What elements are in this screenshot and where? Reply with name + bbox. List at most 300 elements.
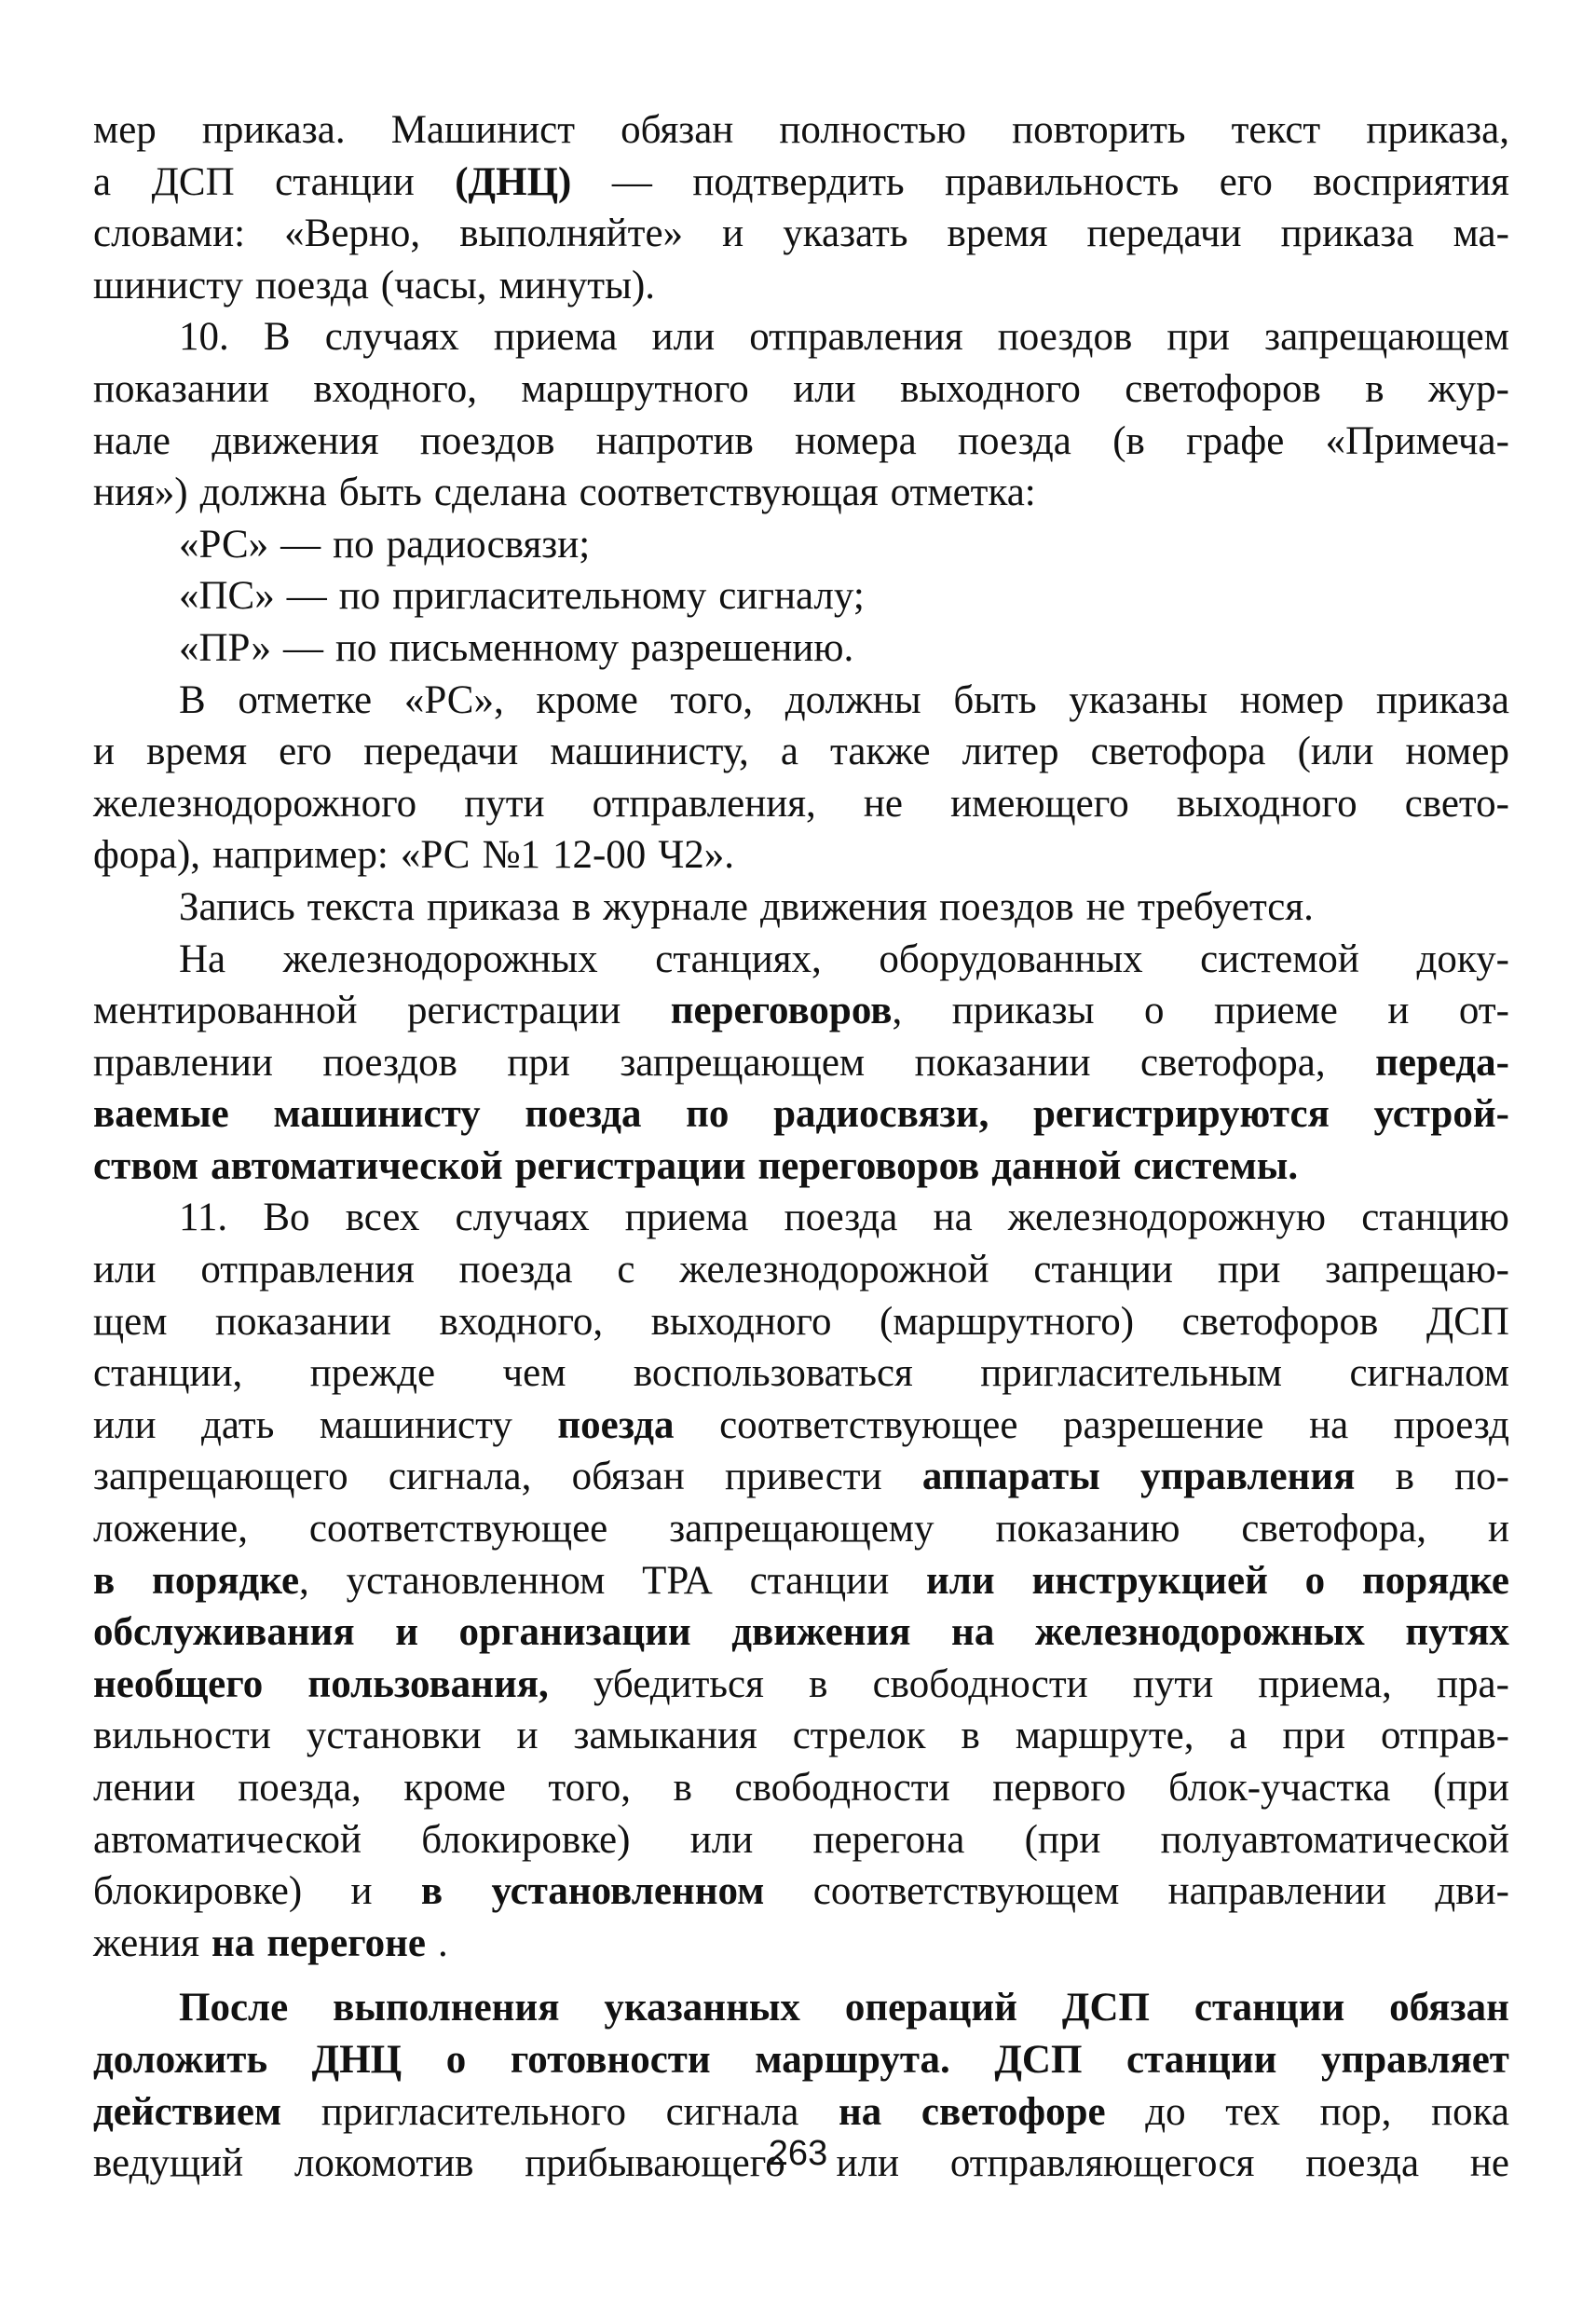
- word: о: [1304, 1558, 1326, 1603]
- word: (ДНЦ): [455, 159, 572, 204]
- word: станциях,: [655, 936, 822, 981]
- word: железнодорожных: [1034, 1610, 1365, 1655]
- word: автоматической: [211, 1143, 503, 1188]
- word: номер: [1405, 730, 1509, 774]
- word: не: [863, 781, 903, 826]
- word: по: [338, 574, 381, 619]
- word: жения: [93, 1920, 200, 1965]
- word: а: [93, 159, 112, 204]
- word: минуты).: [498, 263, 656, 308]
- word: жур-: [1427, 366, 1509, 411]
- word: регистрируются: [1032, 1092, 1330, 1137]
- word: указаны: [1069, 677, 1208, 722]
- word: выполнения: [333, 1986, 560, 2030]
- word: —: [283, 625, 324, 670]
- word: о: [1143, 989, 1165, 1033]
- word: полностью: [779, 108, 967, 152]
- word: направлении: [1167, 1869, 1387, 1914]
- word: должны: [784, 677, 921, 722]
- word: ством: [93, 1143, 199, 1188]
- word: поезда: [254, 263, 369, 308]
- word: В: [263, 315, 291, 360]
- text-line: [93, 675, 1509, 727]
- word: или: [926, 1558, 995, 1603]
- word: станции: [749, 1558, 890, 1603]
- word: маршруте,: [1015, 1714, 1194, 1758]
- word: указать: [783, 212, 908, 256]
- word: путях: [1405, 1610, 1509, 1655]
- word: готовности: [510, 2037, 711, 2082]
- word: перегоне: [266, 1920, 426, 1965]
- word: прежде: [309, 1351, 436, 1396]
- text-line: [93, 1918, 1509, 1970]
- word: переда-: [1375, 1040, 1509, 1085]
- word: показании: [914, 1040, 1091, 1085]
- word: при: [1166, 315, 1230, 360]
- word: или: [651, 315, 716, 360]
- word: выходного: [1176, 781, 1357, 826]
- word: железнодорожной: [679, 1248, 989, 1292]
- word: вильности: [93, 1714, 271, 1758]
- word: по: [333, 522, 375, 567]
- text-line: [93, 1296, 1509, 1348]
- word: поездов: [419, 418, 555, 463]
- word: отправления: [749, 315, 963, 360]
- text-line: [93, 778, 1509, 830]
- word: регистрации: [406, 989, 621, 1033]
- text-line: [93, 1037, 1509, 1089]
- word: поезда: [557, 1402, 675, 1447]
- word: приема: [624, 1196, 749, 1240]
- word: поезда,: [238, 1766, 361, 1810]
- word: пока: [1431, 2089, 1509, 2134]
- word: сигнала: [665, 2089, 799, 2134]
- word: (часы,: [380, 263, 487, 308]
- word: ментированной: [93, 989, 358, 1033]
- word: случаях: [324, 315, 459, 360]
- word: на: [933, 1196, 973, 1240]
- text-line: [93, 1141, 1509, 1193]
- text-line: [93, 1400, 1509, 1452]
- text-line: [93, 1814, 1509, 1866]
- text-line: [93, 1982, 1509, 2034]
- word: номера: [795, 418, 917, 463]
- word: установленном: [491, 1869, 765, 1914]
- word: машинисту: [319, 1402, 512, 1447]
- word: блок-участка: [1168, 1766, 1391, 1810]
- word: устрой-: [1373, 1092, 1509, 1137]
- word: железнодорожного: [93, 781, 417, 826]
- word: маршрутного: [521, 366, 749, 411]
- word: поезда: [458, 1248, 573, 1292]
- word: Запись: [179, 884, 295, 929]
- word: локомотив: [293, 2141, 474, 2186]
- word: приказа.: [201, 108, 346, 152]
- word: радиосвязи,: [773, 1092, 989, 1137]
- word: того,: [670, 677, 754, 722]
- word: и: [722, 212, 744, 256]
- word: светофоров: [1181, 1299, 1379, 1344]
- word: соответствующая: [579, 471, 879, 515]
- word: действием: [93, 2089, 282, 2134]
- word: свободности: [872, 1661, 1088, 1706]
- text-line: [93, 1555, 1509, 1607]
- text-line: [93, 467, 1509, 519]
- word: по-: [1454, 1455, 1509, 1499]
- word: запрещающего: [93, 1455, 348, 1499]
- word: правлении: [93, 1040, 273, 1085]
- word: станцию: [1361, 1196, 1509, 1240]
- word: выходного: [900, 366, 1081, 411]
- word: «РС: [400, 833, 471, 878]
- text-line: [93, 104, 1509, 157]
- word: дать: [201, 1402, 275, 1447]
- word: обязан: [621, 108, 734, 152]
- word: (или: [1297, 730, 1374, 774]
- word: показанию: [995, 1507, 1180, 1551]
- word: напротив: [595, 418, 754, 463]
- word: «ПС»: [179, 574, 275, 619]
- word: в: [93, 1558, 116, 1603]
- word: соответствующем: [812, 1869, 1120, 1914]
- word: отметке: [238, 677, 373, 722]
- word: свето-: [1404, 781, 1509, 826]
- word: и: [1387, 989, 1410, 1033]
- word: и: [93, 730, 116, 774]
- text-line: [93, 157, 1509, 209]
- word: —: [611, 159, 652, 204]
- word: пра-: [1437, 1661, 1509, 1706]
- word: дви-: [1435, 1869, 1509, 1914]
- word: ваемые: [93, 1092, 229, 1137]
- word: оборудованных: [879, 936, 1143, 981]
- word: запрещающем: [1264, 315, 1509, 360]
- text-line: [93, 1088, 1509, 1141]
- word: быть: [338, 471, 422, 515]
- word: запрещающему: [669, 1507, 934, 1551]
- word: текст: [1231, 108, 1321, 152]
- word: обязан: [1389, 1986, 1509, 2030]
- word: ложение,: [93, 1507, 248, 1551]
- word: машинисту,: [550, 730, 749, 774]
- word-group: [266, 1918, 459, 1970]
- word: соответствующее: [308, 1507, 608, 1551]
- word: отправ-: [1380, 1714, 1509, 1758]
- word: с: [617, 1248, 635, 1292]
- word: ДСП: [151, 159, 235, 204]
- word: приказа,: [1366, 108, 1509, 152]
- word: (в: [1112, 418, 1145, 463]
- word: «РС»: [179, 522, 269, 567]
- word: прибывающего: [525, 2141, 785, 2186]
- word: воспользоваться: [633, 1351, 913, 1396]
- word: на: [838, 2089, 882, 2134]
- word: перегона: [812, 1817, 965, 1862]
- word: управления: [1140, 1455, 1356, 1499]
- word: На: [179, 936, 226, 981]
- word: замыкания: [573, 1714, 757, 1758]
- word: станции: [275, 159, 415, 204]
- word: Ч2».: [658, 833, 735, 878]
- word-group: [671, 985, 903, 1037]
- word: и: [516, 1714, 539, 1758]
- word: приема: [493, 315, 618, 360]
- word: разрешение: [1063, 1402, 1264, 1447]
- word: в: [571, 884, 592, 929]
- word: железнодорожную: [1007, 1196, 1327, 1240]
- word: входного,: [313, 366, 477, 411]
- word: порядке: [152, 1558, 300, 1603]
- word: пор,: [1319, 2089, 1392, 2134]
- word: выполняйте»: [459, 212, 684, 256]
- word: указанных: [604, 1986, 800, 2030]
- word: «РС»,: [403, 677, 504, 722]
- word: поездов: [997, 315, 1133, 360]
- word: на: [1309, 1402, 1349, 1447]
- word: .: [438, 1920, 448, 1965]
- word: приема,: [1258, 1661, 1392, 1706]
- word: блокировке): [93, 1869, 303, 1914]
- word: доку-: [1416, 936, 1509, 981]
- word: или: [93, 1248, 157, 1292]
- paragraph-gap: [93, 1969, 1509, 1982]
- text-line: [93, 570, 1509, 622]
- word-group: [152, 1555, 309, 1607]
- word: щем: [93, 1299, 168, 1344]
- word: шинисту: [93, 263, 243, 308]
- word: нале: [93, 418, 171, 463]
- word: (при: [1433, 1766, 1509, 1810]
- word: лении: [93, 1766, 196, 1810]
- word: блокировке): [421, 1817, 631, 1862]
- text-line: [93, 1192, 1509, 1244]
- word: письменному: [389, 625, 619, 670]
- word: в: [809, 1661, 828, 1706]
- word: системой: [1200, 936, 1359, 981]
- word: В: [179, 677, 206, 722]
- word: кроме: [403, 1766, 506, 1810]
- word: поезда: [958, 418, 1071, 463]
- word: «ПР»: [179, 625, 272, 670]
- text-line: [93, 1606, 1509, 1659]
- word: установки: [306, 1714, 482, 1758]
- word: текста: [307, 884, 415, 929]
- word: тех: [1225, 2089, 1281, 2134]
- word: показании: [93, 366, 269, 411]
- word: и: [350, 1869, 373, 1914]
- text-line: [93, 726, 1509, 778]
- word: станции: [1126, 2037, 1277, 2082]
- word: радиосвязи;: [386, 522, 591, 567]
- word: «Верно,: [284, 212, 421, 256]
- text-line: [93, 2034, 1509, 2086]
- word: доложить: [93, 2037, 268, 2082]
- word: переговоров: [757, 1143, 980, 1188]
- word: «Примеча-: [1325, 418, 1509, 463]
- word: ма-: [1453, 212, 1509, 256]
- word: всех: [345, 1196, 420, 1240]
- word: фора),: [93, 833, 201, 878]
- word: После: [179, 1986, 289, 2030]
- word: в: [1365, 366, 1385, 411]
- word: маршрута.: [755, 2037, 950, 2082]
- word: до: [1145, 2089, 1186, 2134]
- word: в: [420, 1869, 443, 1914]
- word: при: [1217, 1248, 1281, 1292]
- word: установленном: [346, 1558, 606, 1603]
- word: передачи: [363, 730, 519, 774]
- text-line: [93, 829, 1509, 882]
- word: убедиться: [593, 1661, 764, 1706]
- word: станции,: [93, 1351, 243, 1396]
- text-line: [93, 622, 1509, 675]
- word: пути: [464, 781, 545, 826]
- word: или: [793, 366, 856, 411]
- text-line: [93, 363, 1509, 416]
- word: ,: [299, 1558, 309, 1603]
- word: повторить: [1012, 108, 1186, 152]
- word: отправления,: [592, 781, 816, 826]
- word: сигналу;: [718, 574, 865, 619]
- word: светофоре: [921, 2089, 1106, 2134]
- word: ДНЦ: [311, 2037, 402, 2082]
- word: станции: [1033, 1248, 1173, 1292]
- word: его: [1219, 159, 1273, 204]
- word: не: [1085, 884, 1125, 929]
- word: его: [279, 730, 333, 774]
- word: поездов: [322, 1040, 457, 1085]
- word: поезда: [525, 1092, 642, 1137]
- word: журнале: [603, 884, 748, 929]
- page-number: 263: [768, 2134, 828, 2173]
- word: запрещающем: [620, 1040, 866, 1085]
- word: —: [280, 522, 321, 567]
- text-line: [93, 1762, 1509, 1814]
- word: выходного: [650, 1299, 832, 1344]
- word: ния»): [93, 471, 188, 515]
- word: порядке: [1361, 1558, 1509, 1603]
- word: требуется.: [1137, 884, 1314, 929]
- word: словами:: [93, 212, 246, 256]
- word: правильность: [945, 159, 1180, 204]
- word: должна: [199, 471, 327, 515]
- word: операций: [844, 1986, 1017, 2030]
- word: необщего: [93, 1661, 264, 1706]
- word: приеме: [1213, 989, 1338, 1033]
- word: привести: [724, 1455, 882, 1499]
- word: соответствующее: [719, 1402, 1018, 1447]
- word: в: [673, 1766, 692, 1810]
- word: о: [445, 2037, 467, 2082]
- word: запрещаю-: [1325, 1248, 1509, 1292]
- word: свободности: [734, 1766, 950, 1810]
- text-line: [93, 1244, 1509, 1296]
- word: приказа: [1376, 677, 1509, 722]
- word: случаях: [455, 1196, 590, 1240]
- text-line: [93, 934, 1509, 986]
- text-line: [93, 1710, 1509, 1762]
- word: обслуживания: [93, 1610, 355, 1655]
- word: светофора,: [1139, 1040, 1326, 1085]
- word: проезд: [1393, 1402, 1509, 1447]
- word: поезда: [784, 1196, 898, 1240]
- word: полуавтоматической: [1160, 1817, 1509, 1862]
- word: инструкцией: [1031, 1558, 1268, 1603]
- word: разрешению.: [631, 625, 854, 670]
- word: автоматической: [93, 1817, 362, 1862]
- word: приказы: [951, 989, 1095, 1033]
- text-line: [93, 2086, 1509, 2139]
- text-line: [93, 985, 1509, 1037]
- word: по: [686, 1092, 730, 1137]
- word: передачи: [1086, 212, 1242, 256]
- word: 11.: [179, 1196, 228, 1240]
- word: регистрации: [514, 1143, 746, 1188]
- text-line: [93, 1347, 1509, 1400]
- text-line: [93, 882, 1509, 934]
- word: а: [780, 730, 798, 774]
- word: станции: [1194, 1986, 1345, 2030]
- word: на: [951, 1610, 995, 1655]
- word: в: [961, 1714, 980, 1758]
- word: входного,: [439, 1299, 604, 1344]
- word: обязан: [571, 1455, 685, 1499]
- word: в: [1395, 1455, 1414, 1499]
- word: первого: [992, 1766, 1126, 1810]
- word: системы.: [1133, 1143, 1299, 1188]
- word: а: [1229, 1714, 1248, 1758]
- word: аппараты: [921, 1455, 1100, 1499]
- word: восприятия: [1313, 159, 1509, 204]
- word: (при: [1024, 1817, 1101, 1862]
- word: графе: [1186, 418, 1285, 463]
- text-line: [93, 208, 1509, 260]
- text-line: [93, 1659, 1509, 1711]
- word: кроме: [536, 677, 638, 722]
- word: Машинист: [390, 108, 576, 152]
- word: пользования,: [307, 1661, 549, 1706]
- word: приказа: [426, 884, 560, 929]
- word: Во: [263, 1196, 310, 1240]
- word: имеющего: [950, 781, 1129, 826]
- word: управляет: [1320, 2037, 1509, 2082]
- word: —: [286, 574, 327, 619]
- word: литер: [962, 730, 1059, 774]
- word: светофора: [1090, 730, 1266, 774]
- word: или: [93, 1402, 157, 1447]
- text-line: [93, 519, 1509, 571]
- word: ДСП: [1061, 1986, 1150, 2030]
- word: по: [335, 625, 377, 670]
- word: данной: [991, 1143, 1122, 1188]
- word: движения: [211, 418, 379, 463]
- word: отправления: [200, 1248, 415, 1292]
- word: поезда: [1305, 2141, 1420, 2186]
- word: мер: [93, 108, 157, 152]
- word: от-: [1458, 989, 1509, 1033]
- text-line: [93, 311, 1509, 363]
- word: например:: [212, 833, 389, 878]
- word: 10.: [179, 315, 229, 360]
- word: время: [947, 212, 1048, 256]
- word: или: [689, 1817, 754, 1862]
- word: и: [1487, 1507, 1509, 1551]
- word: ведущий: [93, 2141, 244, 2186]
- word: ТРА: [642, 1558, 713, 1603]
- word: стрелок: [792, 1714, 926, 1758]
- text-line: [93, 1451, 1509, 1503]
- word: быть: [953, 677, 1037, 722]
